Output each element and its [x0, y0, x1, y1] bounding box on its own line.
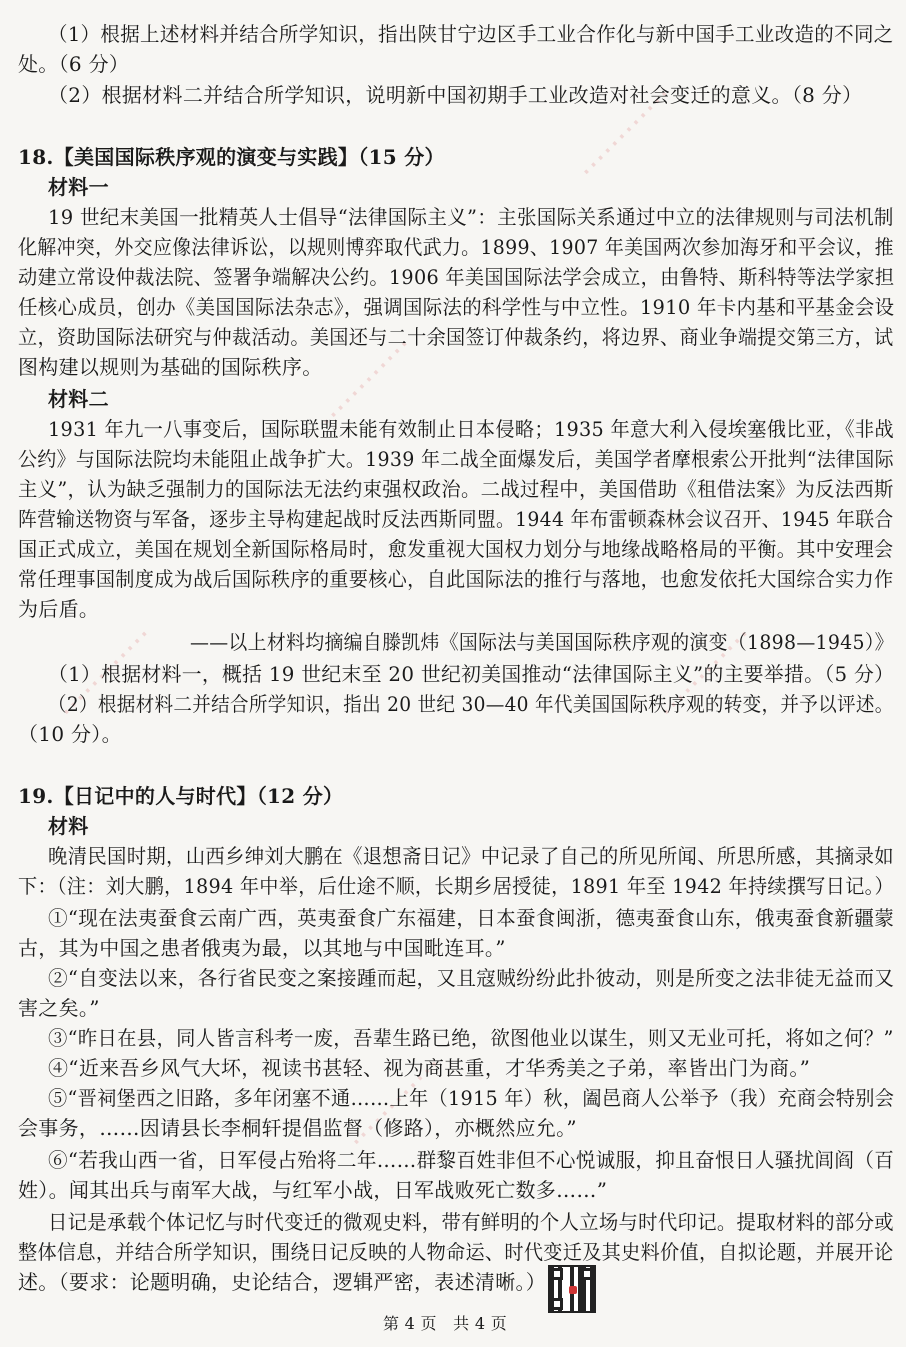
qr-code-icon — [548, 1265, 596, 1313]
q17-sub1-line1: （1）根据上述材料并结合所学知识，指出陕甘宁边区手工业合作化与新中国手工业改造的不同之 — [48, 22, 894, 46]
q19-diary-excerpt: 古，其为中国之患者俄夷为最，以其地与中国毗连耳。” — [18, 936, 506, 960]
q17-sub2: （2）根据材料二并结合所学知识，说明新中国初期手工业改造对社会变迁的意义。（8 分） — [48, 83, 863, 107]
q18-material1-line: 任核心成员，创办《美国国际法杂志》，强调国际法的科学性与中立性。1910 年卡内基和平基金会设 — [18, 295, 895, 319]
page-footer: 第 4 页 共 4 页 — [383, 1314, 508, 1333]
q19-task-line: 整体信息，并结合所学知识，围绕日记反映的人物命运、时代变迁及其史料价值，自拟论题，并展开论 — [18, 1240, 894, 1264]
q18-material2-line: 1931 年九一八事变后，国际联盟未能有效制止日本侵略；1935 年意大利入侵埃塞俄比亚，《非战 — [48, 417, 894, 441]
watermark: ………… — [305, 322, 415, 433]
q18-material1-line: 19 世纪末美国一批精英人士倡导“法律国际主义”：主张国际关系通过中立的法律规则与司法机制 — [48, 205, 894, 229]
watermark: ………… — [335, 1042, 445, 1153]
q18-material1-label: 材料一 — [48, 175, 109, 199]
q19-diary-excerpt: ①“现在法夷蚕食云南广西，英夷蚕食广东福建，日本蚕食闽浙，德夷蚕食山东，俄夷蚕食新疆蒙 — [48, 906, 895, 930]
q17-sub1-line2: 处。（6 分） — [18, 52, 130, 76]
q19-task-line: 述。（要求：论题明确，史论结合，逻辑严密，表述清晰。） — [18, 1270, 547, 1294]
q18-material2-line: 阵营输送物资与军备，逐步主导构建起战时反法西斯同盟。1944 年布雷顿森林会议召开、1945 年联合 — [18, 507, 894, 531]
q19-diary-excerpt: ②“自变法以来，各行省民变之案接踵而起，又且寇贼纷纷此扑彼动，则是所变之法非徒无益而又 — [48, 966, 895, 990]
q19-title: 19.【日记中的人与时代】（12 分） — [18, 784, 344, 808]
q18-material1-line: 动建立常设仲裁法院、签署争端解决公约。1906 年美国国际法学会成立，由鲁特、斯科特等法学家担 — [18, 265, 895, 289]
q19-diary-excerpt: ④“近来吾乡风气大坏，视读书甚轻、视为商甚重，才华秀美之子弟，率皆出门为商。” — [48, 1056, 811, 1080]
q19-diary-excerpt: ⑥“若我山西一省，日军侵占殆将二年……群黎百姓非但不心悦诚服，抑且奋恨日人骚扰闾阎（百 — [48, 1148, 895, 1172]
q18-material2-line: 主义”，认为缺乏强制力的国际法无法约束强权政治。二战过程中，美国借助《租借法案》为反法西斯 — [18, 477, 894, 501]
q18-material2-line: 常任理事国制度成为战后国际秩序的重要核心，自此国际法的推行与落地，也愈发依托大国综合实力作 — [18, 567, 894, 591]
q18-sub2-line2: （10 分）。 — [18, 722, 122, 746]
q18-material2-line: 国正式成立，美国在规划全新国际格局时，愈发重视大国权力划分与地缘战略格局的平衡。其中安理会 — [18, 537, 894, 561]
q19-diary-excerpt: 会事务，……因请县长李桐轩提倡监督（修路），亦概然应允。” — [18, 1116, 577, 1140]
q18-material2-label: 材料二 — [48, 387, 109, 411]
q18-source: ——以上材料均摘编自滕凯炜《国际法与美国国际秩序观的演变（1898—1945）》 — [190, 630, 894, 654]
q18-title: 18.【美国国际秩序观的演变与实践】（15 分） — [18, 145, 445, 169]
q18-material2-line: 为后盾。 — [18, 597, 100, 621]
q19-material-line: 晚清民国时期，山西乡绅刘大鹏在《退想斋日记》中记录了自己的所见所闻、所思所感，其摘录如 — [48, 844, 894, 868]
q19-diary-excerpt: 害之矣。” — [18, 996, 100, 1020]
q18-material1-line: 图构建以规则为基础的国际秩序。 — [18, 355, 323, 379]
q19-diary-excerpt: 姓）。闻其出兵与南军大战，与红军小战，日军战败死亡数多……” — [18, 1178, 608, 1202]
q18-material2-line: 公约》与国际法院均未能阻止战争扩大。1939 年二战全面爆发后，美国学者摩根索公开批判“法律国际 — [18, 447, 894, 471]
watermark: ………… — [565, 72, 675, 183]
q18-sub2-line1: （2）根据材料二并结合所学知识，指出 20 世纪 30—40 年代美国国际秩序观的转变，并予以评述。 — [48, 692, 894, 716]
q18-material1-line: 化解冲突，外交应像法律诉讼，以规则博弈取代武力。1899、1907 年美国两次参加海牙和平会议，推 — [18, 235, 894, 259]
q19-material-line: 下：（注：刘大鹏，1894 年中举，后仕途不顺，长期乡居授徒，1891 年至 1942 年持续撰写日记。） — [18, 874, 895, 898]
watermark: ………… — [45, 612, 155, 723]
q19-diary-excerpt: ③“昨日在县，同人皆言科考一废，吾辈生路已绝，欲图他业以谋生，则又无业可托，将如之何？” — [48, 1026, 894, 1050]
q19-diary-excerpt: ⑤“晋祠堡西之旧路，多年闭塞不通……上年（1915 年）秋，阖邑商人公举予（我）充商会特别会 — [48, 1086, 895, 1110]
q18-material1-line: 立，资助国际法研究与仲裁活动。美国还与二十余国签订仲裁条约，将边界、商业争端提交第三方，试 — [18, 325, 894, 349]
q18-sub1: （1）根据材料一，概括 19 世纪末至 20 世纪初美国推动“法律国际主义”的主要举措。（5 分） — [48, 662, 895, 686]
watermark: ………… — [645, 612, 755, 723]
q19-material-label: 材料 — [48, 814, 89, 838]
q19-task-line: 日记是承载个体记忆与时代变迁的微观史料，带有鲜明的个人立场与时代印记。提取材料的部分或 — [48, 1210, 894, 1234]
